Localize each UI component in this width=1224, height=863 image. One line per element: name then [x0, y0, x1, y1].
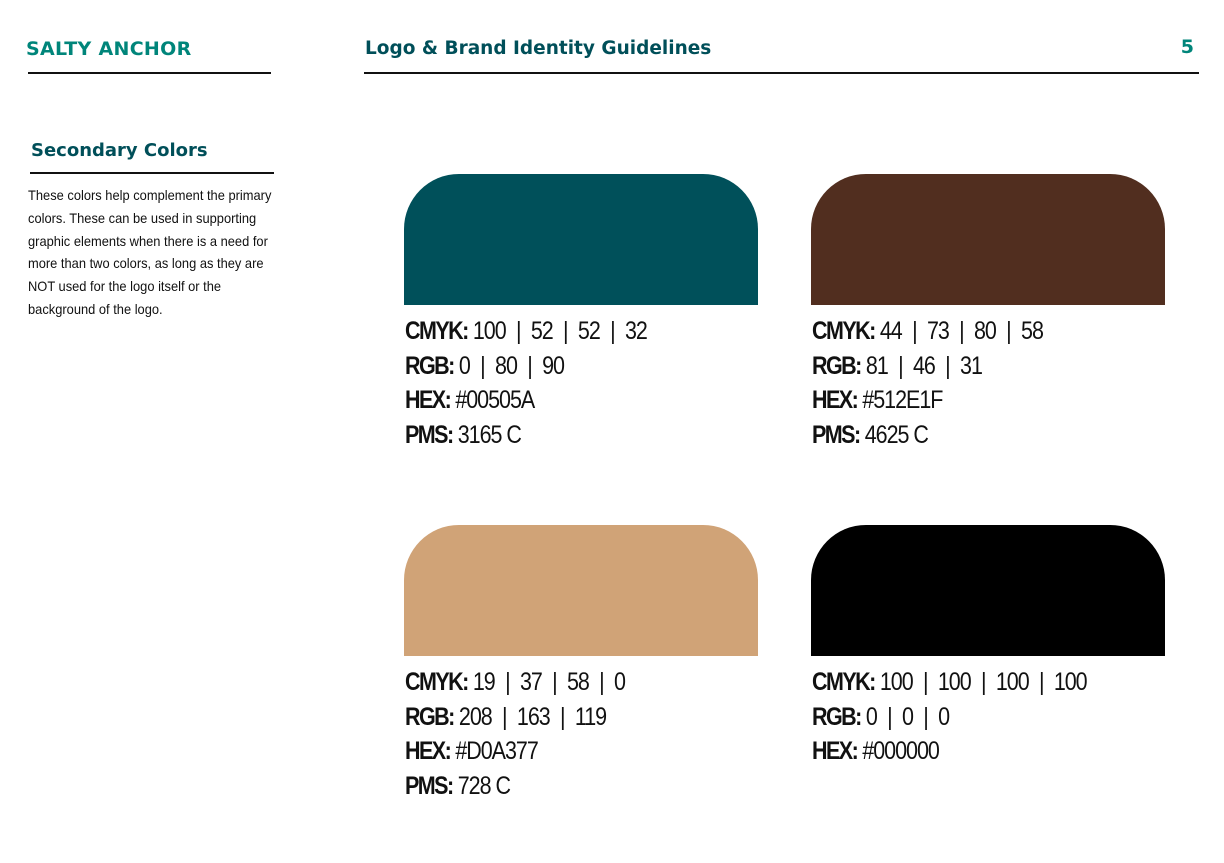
- value-number: 73: [926, 317, 949, 345]
- section-rule: [30, 172, 274, 174]
- value-number: 31: [960, 351, 982, 380]
- cmyk-value: [880, 668, 1087, 696]
- rgb-value: [866, 703, 949, 731]
- value-number: 0: [938, 702, 950, 731]
- value-number: 100: [472, 317, 506, 345]
- rgb-row: [405, 700, 709, 735]
- value-number: 32: [624, 317, 647, 345]
- value-separator: |: [923, 702, 928, 731]
- rgb-label: RGB:: [405, 702, 454, 731]
- cmyk-value: [473, 317, 647, 345]
- rgb-label: RGB:: [405, 351, 454, 380]
- pms-label: PMS:: [405, 771, 453, 800]
- value-number: 81: [865, 351, 888, 380]
- value-separator: |: [480, 351, 485, 380]
- value-number: 0: [614, 668, 625, 696]
- swatch-card: [404, 525, 758, 803]
- value-separator: |: [563, 317, 568, 345]
- value-separator: |: [505, 668, 510, 696]
- color-specs: [405, 314, 709, 452]
- swatch-card: [811, 525, 1165, 769]
- color-swatch: [404, 525, 758, 656]
- pms-label: PMS:: [812, 420, 860, 449]
- rgb-value: [866, 352, 982, 380]
- color-specs: [812, 314, 1116, 452]
- value-number: 100: [1053, 668, 1087, 696]
- rgb-value: [459, 703, 606, 731]
- rgb-row: [405, 349, 709, 384]
- value-number: 37: [519, 668, 542, 696]
- value-separator: |: [560, 702, 565, 731]
- value-separator: |: [980, 668, 986, 696]
- page-number: 5: [1180, 36, 1194, 58]
- hex-label: HEX:: [812, 737, 858, 765]
- pms-value: 4625 C: [864, 420, 928, 449]
- pms-row: [405, 418, 709, 453]
- swatch-card: [404, 174, 758, 452]
- value-number: 100: [879, 668, 913, 696]
- rgb-row: [812, 700, 1116, 735]
- value-separator: |: [959, 317, 964, 345]
- value-separator: |: [945, 351, 950, 380]
- value-separator: |: [527, 351, 532, 380]
- hex-value: #000000: [862, 737, 939, 765]
- color-swatch: [811, 174, 1165, 305]
- hex-row: [812, 383, 1116, 418]
- color-specs: [812, 665, 1116, 769]
- rgb-value: [459, 352, 564, 380]
- value-number: 80: [495, 351, 517, 380]
- cmyk-row: [812, 665, 1116, 700]
- pms-value: 3165 C: [457, 420, 521, 449]
- rgb-label: RGB:: [812, 351, 861, 380]
- rgb-row: [812, 349, 1116, 384]
- hex-value: #D0A377: [455, 737, 538, 765]
- value-number: 0: [902, 702, 913, 731]
- hex-label: HEX:: [405, 386, 451, 414]
- section-description: These colors help complement the primary colors. These can be used in supporting graphic elements when there is a need for more than two colors, as long as they are NOT used for the logo itself or the background of the logo.: [28, 187, 272, 317]
- value-number: 19: [472, 668, 495, 696]
- color-swatch: [811, 525, 1165, 656]
- cmyk-row: [812, 314, 1116, 349]
- value-separator: |: [922, 668, 928, 696]
- color-specs: [405, 665, 709, 803]
- brand-name: SALTY ANCHOR: [26, 38, 192, 60]
- hex-label: HEX:: [405, 737, 451, 765]
- value-number: 163: [516, 702, 550, 731]
- value-separator: |: [912, 317, 917, 345]
- value-number: 52: [530, 317, 553, 345]
- hex-row: [405, 383, 709, 418]
- pms-row: [812, 418, 1116, 453]
- brand-rule: [28, 72, 271, 74]
- hex-label: HEX:: [812, 386, 858, 414]
- cmyk-row: [405, 314, 709, 349]
- color-swatch: [404, 174, 758, 305]
- section-title: Secondary Colors: [31, 140, 208, 161]
- swatch-card: [811, 174, 1165, 452]
- value-number: 58: [567, 668, 589, 696]
- value-number: 100: [937, 668, 971, 696]
- value-number: 58: [1021, 317, 1043, 345]
- pms-value: 728 C: [457, 771, 510, 800]
- cmyk-label: CMYK:: [405, 668, 468, 696]
- cmyk-label: CMYK:: [405, 317, 468, 345]
- hex-row: [405, 734, 709, 769]
- value-separator: |: [610, 317, 615, 345]
- value-separator: |: [515, 317, 521, 345]
- value-number: 52: [577, 317, 600, 345]
- pms-label: PMS:: [405, 420, 453, 449]
- value-number: 208: [458, 702, 492, 731]
- pms-row: [405, 769, 709, 804]
- cmyk-row: [405, 665, 709, 700]
- value-separator: |: [502, 702, 507, 731]
- value-number: 100: [995, 668, 1029, 696]
- cmyk-value: [473, 668, 625, 696]
- cmyk-label: CMYK:: [812, 668, 875, 696]
- value-separator: |: [1006, 317, 1011, 345]
- value-separator: |: [887, 702, 892, 731]
- value-separator: |: [1038, 668, 1044, 696]
- value-separator: |: [599, 668, 604, 696]
- value-number: 80: [974, 317, 996, 345]
- value-separator: |: [552, 668, 557, 696]
- value-number: 0: [458, 351, 470, 380]
- value-number: 0: [865, 702, 877, 731]
- value-number: 119: [574, 702, 607, 731]
- document-title: Logo & Brand Identity Guidelines: [365, 38, 712, 59]
- value-number: 46: [912, 351, 935, 380]
- hex-row: [812, 734, 1116, 769]
- rgb-label: RGB:: [812, 702, 861, 731]
- cmyk-label: CMYK:: [812, 317, 875, 345]
- header-rule: [364, 72, 1199, 74]
- value-separator: |: [898, 351, 903, 380]
- hex-value: #00505A: [455, 386, 535, 414]
- value-number: 44: [879, 317, 902, 345]
- value-number: 90: [542, 351, 564, 380]
- hex-value: #512E1F: [862, 386, 943, 414]
- cmyk-value: [880, 317, 1043, 345]
